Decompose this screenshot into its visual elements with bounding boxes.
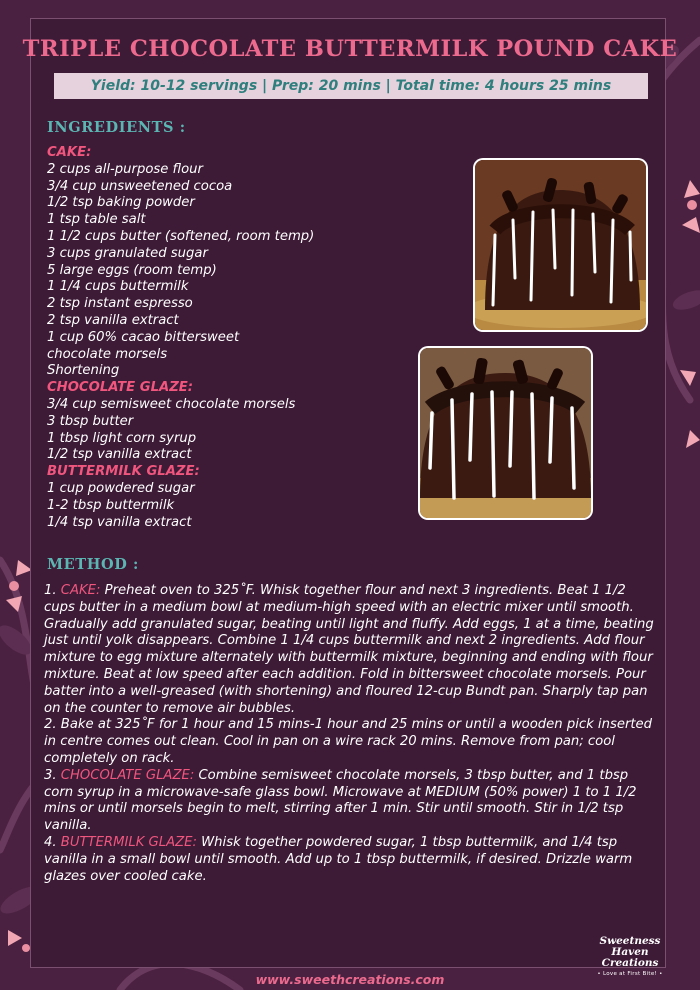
step-text: Preheat oven to 325˚F. Whisk together flour and next 3 ingredients. Beat 1 1/2 cups butter in a medium bowl at medium-high speed with an electric mixer until smooth. Gradually add granulated sugar, beating until light and fluffy. Add eggs, 1 at a time, beating just until yolk disappears. Combine 1 1/4 cups buttermilk and next 2 ingredients. Add flour mixture to egg mixture alternately with buttermilk mixture, beginning and ending with flour mixture. Beat at low speed after each addition. Fold in bittersweet chocolate morsels. Pour batter into a well-greased (with shortening) and floured 12-cup Bundt pan. Sharply tap pan on the counter to remove air bubbles. bbox=[44, 583, 654, 716]
ingredient-line: 2 tsp instant espresso bbox=[47, 296, 193, 312]
ingredient-line: 3 cups granulated sugar bbox=[47, 245, 208, 261]
step-number: 1. bbox=[44, 583, 61, 598]
ingredient-subheading: BUTTERMILK GLAZE: bbox=[47, 464, 200, 480]
ingredient-line: 3/4 cup semisweet chocolate morsels bbox=[47, 396, 296, 412]
step-number: 4. bbox=[44, 834, 61, 850]
ingredient-line: 1 cup powdered sugar bbox=[47, 480, 195, 496]
ingredient-line: 1-2 tbsp buttermilk bbox=[47, 497, 175, 513]
step-number: 2. bbox=[44, 717, 61, 733]
step-text: Whisk together powdered sugar, 1 tbsp buttermilk, and 1/4 tsp vanilla in a small bowl until smooth. Add up to 1 tbsp buttermilk, if desired. Drizzle warm glazes over cooled cake. bbox=[44, 834, 633, 884]
logo-tagline: • Love at First Bite! • bbox=[597, 971, 663, 977]
ingredient-line: 2 cups all-purpose flour bbox=[47, 161, 203, 177]
cake-photo-top bbox=[475, 160, 646, 330]
ingredient-line: 2 tsp vanilla extract bbox=[47, 312, 179, 328]
logo-title-line-2: Creations bbox=[601, 957, 659, 969]
ingredient-subheading: CHOCOLATE GLAZE: bbox=[47, 380, 194, 396]
brand-logo bbox=[588, 936, 672, 977]
recipe-title: TRIPLE CHOCOLATE BUTTERMILK POUND CAKE bbox=[22, 36, 678, 62]
logo-title-line-1: Sweetness Haven bbox=[599, 935, 661, 958]
ingredients-list bbox=[47, 145, 377, 531]
method-step bbox=[44, 835, 656, 885]
method-step bbox=[44, 768, 656, 835]
ingredient-line: 1 1/4 cups buttermilk bbox=[47, 279, 189, 295]
ingredient-line: 1/4 tsp vanilla extract bbox=[47, 514, 192, 530]
ingredient-line: 1 tbsp light corn syrup bbox=[47, 430, 197, 446]
ingredient-line: 3/4 cup unsweetened cocoa bbox=[47, 178, 233, 194]
ingredient-line: 3 tbsp butter bbox=[47, 413, 134, 429]
ingredient-subheading: CAKE: bbox=[47, 145, 92, 160]
ingredient-line: 5 large eggs (room temp) bbox=[47, 262, 217, 278]
yield-info-bar: Yield: 10-12 servings | Prep: 20 mins | Total time: 4 hours 25 mins bbox=[54, 73, 648, 99]
method-heading: METHOD : bbox=[47, 556, 139, 573]
method-step bbox=[44, 583, 656, 717]
cake-photo-bottom bbox=[420, 348, 591, 518]
ingredients-heading: INGREDIENTS : bbox=[47, 119, 186, 136]
ingredient-line: Shortening bbox=[47, 363, 120, 379]
step-text: Combine semisweet chocolate morsels, 3 tbsp butter, and 1 tbsp corn syrup in a microwave-safe glass bowl. Microwave at MEDIUM (50% power) 1 to 1 1/2 mins or until morsels begin to melt, stirring after 1 min. Stir until smooth. Stir in 1/2 tsp vanilla. bbox=[44, 767, 637, 834]
method-steps bbox=[44, 583, 656, 885]
step-label: CAKE: bbox=[60, 583, 101, 598]
ingredient-line: 1 1/2 cups butter (softened, room temp) bbox=[47, 228, 315, 244]
ingredient-line: chocolate morsels bbox=[47, 346, 168, 362]
step-number: 3. bbox=[44, 767, 61, 783]
ingredient-line: 1/2 tsp vanilla extract bbox=[47, 447, 192, 463]
ingredient-line: 1 tsp table salt bbox=[47, 212, 146, 228]
ingredient-line: 1 cup 60% cacao bittersweet bbox=[47, 329, 240, 345]
ingredient-line: 1/2 tsp baking powder bbox=[47, 195, 195, 211]
website-link[interactable]: www.sweethcreations.com bbox=[255, 972, 445, 987]
step-label: CHOCOLATE GLAZE: bbox=[60, 767, 195, 783]
step-label: BUTTERMILK GLAZE: bbox=[60, 834, 197, 850]
step-text: Bake at 325˚F for 1 hour and 15 mins-1 hour and 25 mins or until a wooden pick inserted in centre comes out clean. Cool in pan on a wire rack 20 mins. Remove from pan; cool completely on rack. bbox=[44, 717, 653, 766]
method-step bbox=[44, 717, 656, 767]
